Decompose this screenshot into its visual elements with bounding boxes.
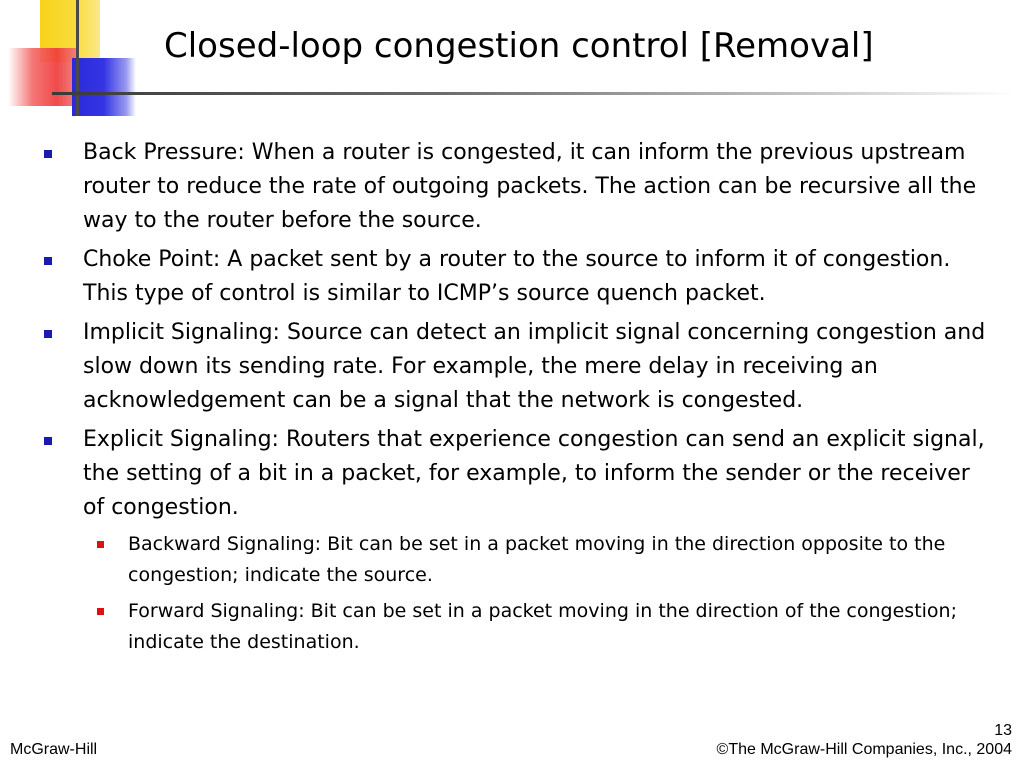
slide-title: Closed-loop congestion control [Removal]: [164, 26, 874, 66]
bullet-implicit-signaling: [44, 316, 994, 418]
bullet-text: Explicit Signaling: Routers that experience congestion can send an explicit signal, the setting of a bit in a packet, for example, to inform the sender or the receiver of congestion.: [83, 427, 985, 520]
bullet-text: Choke Point: A packet sent by a router to the source to inform it of congestion. This type of control is similar to ICMP’s source quench packet.: [83, 247, 951, 306]
sub-bullet-list: [83, 529, 994, 658]
sub-bullet-forward-signaling: [97, 596, 994, 658]
bullet-text: Back Pressure: When a router is congested, it can inform the previous upstream router to reduce the rate of outgoing packets. The action can be recursive all the way to the router before the source.: [83, 140, 977, 233]
footer-publisher: McGraw-Hill: [10, 741, 98, 758]
sub-bullet-backward-signaling: [97, 529, 994, 591]
square-bullet-icon: [44, 330, 52, 338]
logo-vertical-rule: [76, 0, 79, 116]
square-sub-bullet-icon: [97, 541, 104, 548]
square-bullet-icon: [44, 257, 52, 265]
square-bullet-icon: [44, 150, 52, 158]
logo-blue-block: [72, 58, 136, 116]
page-number: 13: [994, 722, 1012, 739]
logo-red-block: [8, 48, 78, 106]
square-bullet-icon: [44, 437, 52, 445]
title-underline-rule: [52, 92, 1012, 95]
bullet-text: Implicit Signaling: Source can detect an implicit signal concerning congestion and slow down its sending rate. For example, the mere delay in receiving an acknowledgement can be a signal that the network is congested.: [83, 320, 986, 413]
bullet-back-pressure: [44, 136, 994, 238]
bullet-explicit-signaling: [44, 423, 994, 658]
footer-copyright: ©The McGraw-Hill Companies, Inc., 2004: [716, 741, 1012, 758]
bullet-choke-point: [44, 243, 994, 311]
sub-bullet-text: Forward Signaling: Bit can be set in a packet moving in the direction of the congestion; indicate the destination.: [128, 600, 957, 653]
slide-content: [44, 136, 994, 663]
square-sub-bullet-icon: [97, 608, 104, 615]
sub-bullet-text: Backward Signaling: Bit can be set in a packet moving in the direction opposite to the congestion; indicate the source.: [128, 533, 946, 586]
bullet-list: [44, 136, 994, 658]
